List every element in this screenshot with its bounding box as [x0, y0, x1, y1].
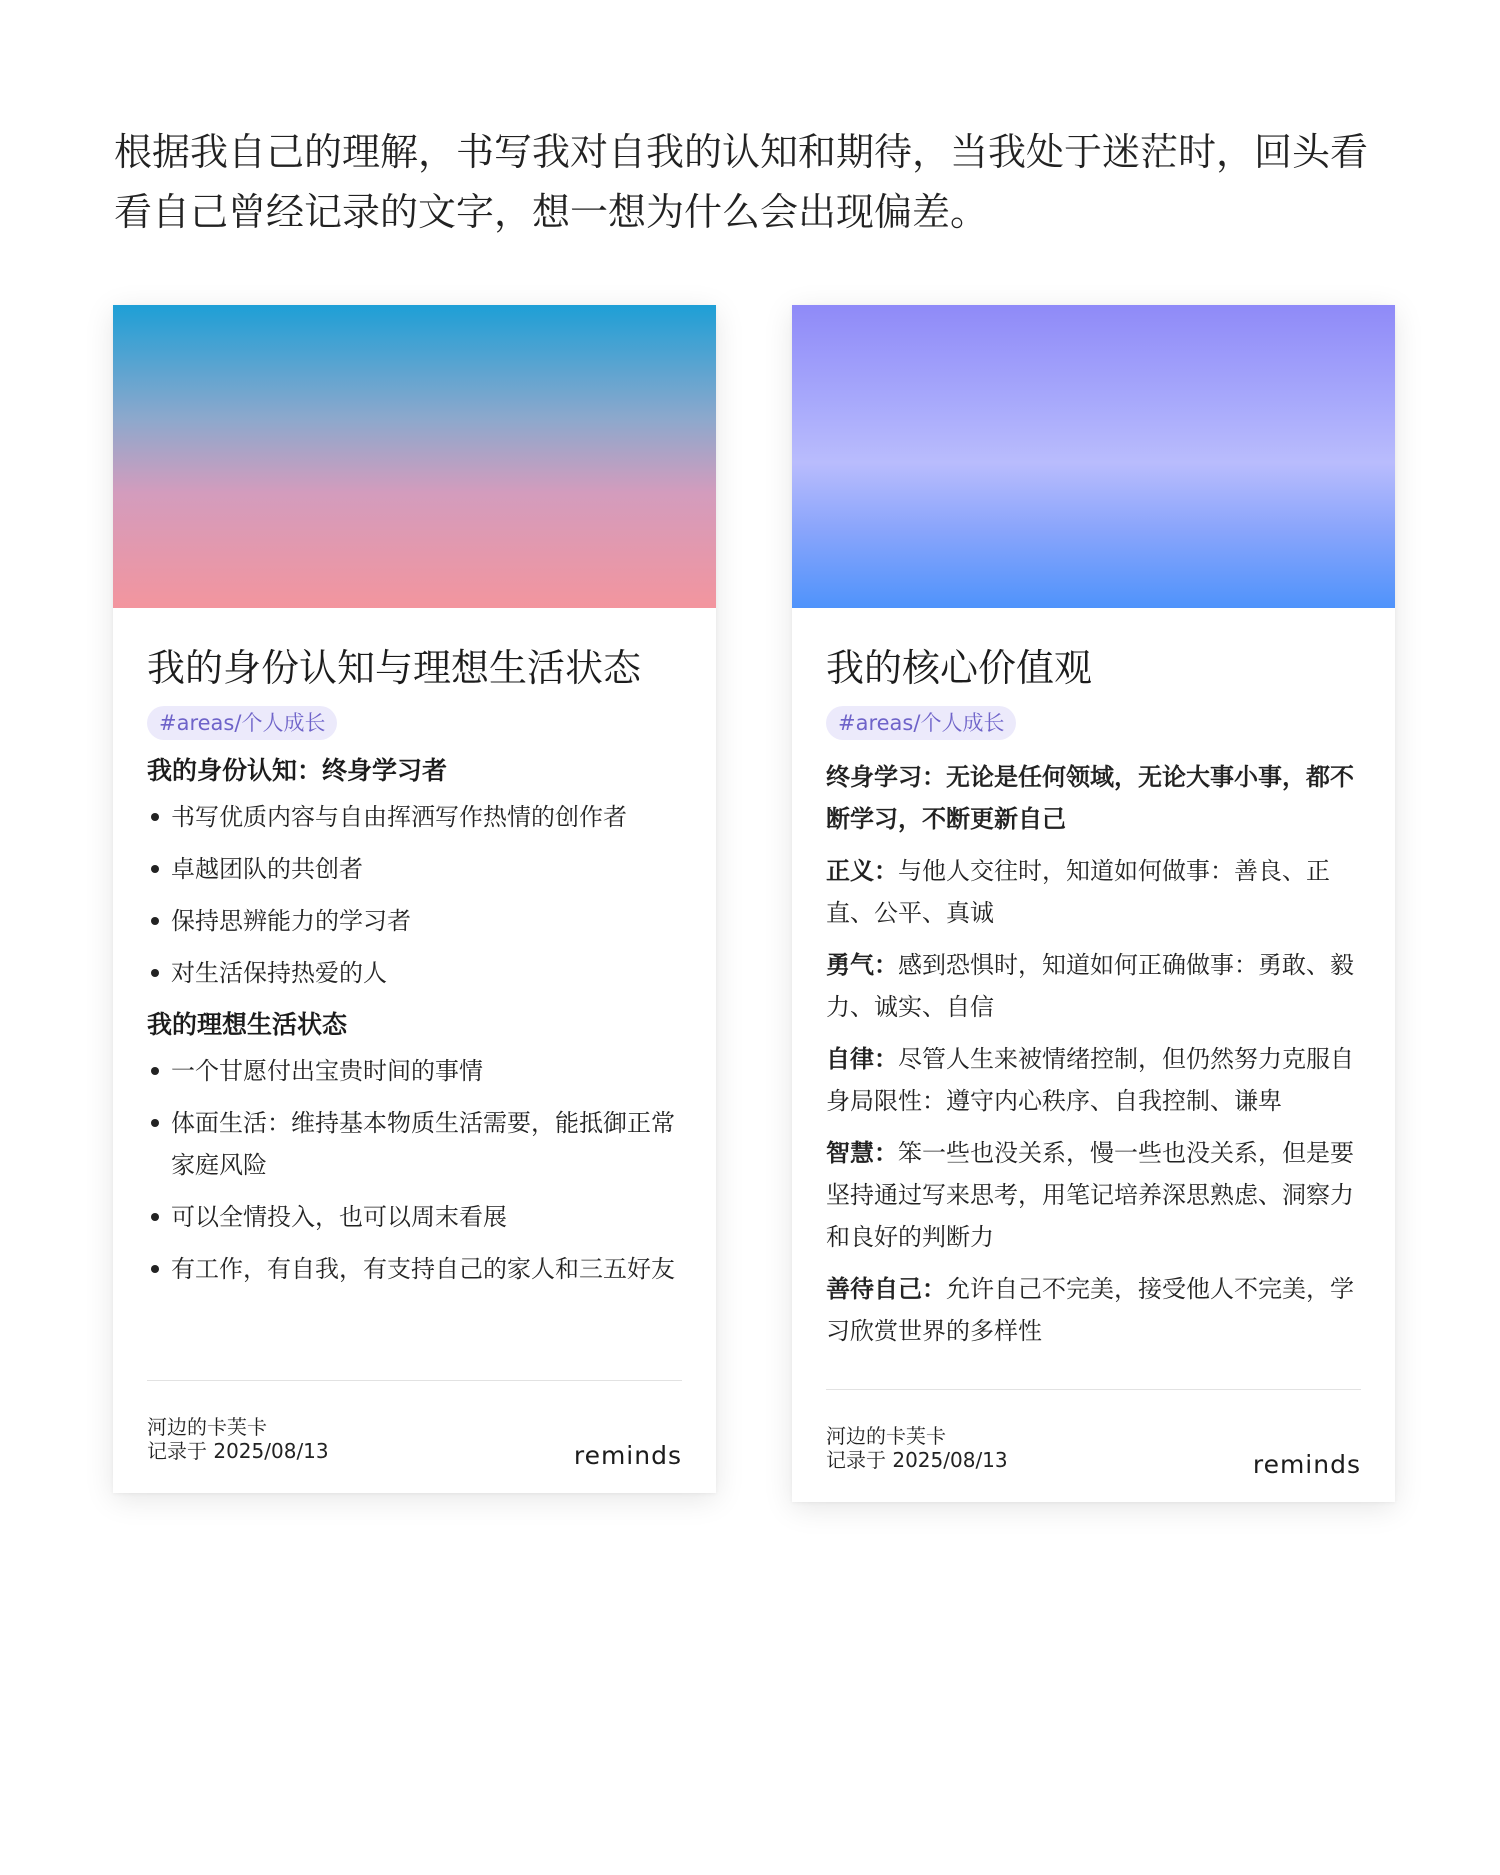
- note-card-values[interactable]: [792, 305, 1395, 1502]
- list-item: [147, 1102, 682, 1186]
- list-item-text: 一个甘愿付出宝贵时间的事情: [171, 1057, 483, 1085]
- value-label: 正义：: [826, 857, 898, 885]
- bullet-icon: [151, 865, 159, 873]
- list-item-text: 有工作，有自我，有支持自己的家人和三五好友: [171, 1255, 675, 1283]
- ideal-life-list: [147, 1050, 682, 1290]
- value-text: 允许自己不完美，接受他人不完美，学习欣赏世界的多样性: [826, 1275, 1354, 1345]
- list-item-text: 可以全情投入，也可以周末看展: [171, 1203, 507, 1231]
- list-item: [147, 952, 682, 994]
- section-heading: 我的身份认知：终身学习者: [147, 756, 448, 785]
- value-text: 笨一些也没关系，慢一些也没关系，但是要坚持通过写来思考，用笔记培养深思熟虑、洞察力和良好的判断力: [826, 1139, 1354, 1251]
- section-heading: 我的理想生活状态: [147, 1010, 348, 1039]
- card-title: 我的核心价值观: [826, 646, 1093, 690]
- value-label: 善待自己：: [826, 1275, 946, 1303]
- intro-line-1: 根据我自己的理解，书写我对自我的认知和期待，当我处于迷茫时，回头看: [114, 130, 1369, 174]
- value-text: 无论是任何领域，无论大事小事，都不断学习，不断更新自己: [826, 763, 1354, 833]
- card-body: [792, 644, 1395, 1352]
- record-date: 记录于 2025/08/13: [826, 1448, 1008, 1472]
- value-item: [826, 1268, 1361, 1352]
- list-item: [147, 796, 682, 838]
- card-footer: [147, 1380, 682, 1493]
- list-item-text: 卓越团队的共创者: [171, 855, 363, 883]
- intro-line-2: 看自己曾经记录的文字，想一想为什么会出现偏差。: [114, 190, 989, 234]
- identity-list: [147, 796, 682, 994]
- value-label: 智慧：: [826, 1139, 898, 1167]
- list-item-text: 对生活保持热爱的人: [171, 959, 387, 987]
- bullet-icon: [151, 1265, 159, 1273]
- author-meta: [826, 1424, 1008, 1472]
- card-title: 我的身份认知与理想生活状态: [147, 646, 642, 690]
- value-item: [826, 850, 1361, 934]
- card-cover-gradient: [113, 305, 716, 608]
- value-item: [826, 1132, 1361, 1258]
- list-item: [147, 848, 682, 890]
- bullet-icon: [151, 1119, 159, 1127]
- record-date: 记录于 2025/08/13: [147, 1439, 329, 1463]
- value-text: 与他人交往时，知道如何做事：善良、正直、公平、真诚: [826, 857, 1330, 927]
- list-item: [147, 1050, 682, 1092]
- list-item-text: 书写优质内容与自由挥洒写作热情的创作者: [171, 803, 627, 831]
- value-text: 感到恐惧时，知道如何正确做事：勇敢、毅力、诚实、自信: [826, 951, 1354, 1021]
- list-item: [147, 900, 682, 942]
- author-name: 河边的卡芙卡: [826, 1424, 946, 1448]
- value-label: 终身学习：: [826, 763, 946, 791]
- intro-text: [114, 122, 1404, 242]
- value-item: [826, 944, 1361, 1028]
- list-item-text: 保持思辨能力的学习者: [171, 907, 411, 935]
- author-name: 河边的卡芙卡: [147, 1415, 267, 1439]
- list-item-text: 体面生活：维持基本物质生活需要，能抵御正常家庭风险: [171, 1109, 675, 1179]
- value-item: [826, 756, 1361, 840]
- value-label: 勇气：: [826, 951, 898, 979]
- card-tag[interactable]: #areas/个人成长: [147, 706, 337, 740]
- note-card-identity[interactable]: [113, 305, 716, 1493]
- value-label: 自律：: [826, 1045, 898, 1073]
- card-tag[interactable]: #areas/个人成长: [826, 706, 1016, 740]
- bullet-icon: [151, 1213, 159, 1221]
- bullet-icon: [151, 813, 159, 821]
- author-meta: [147, 1415, 329, 1463]
- card-cover-gradient: [792, 305, 1395, 608]
- bullet-icon: [151, 917, 159, 925]
- value-text: 尽管人生来被情绪控制，但仍然努力克服自身局限性：遵守内心秩序、自我控制、谦卑: [826, 1045, 1354, 1115]
- value-item: [826, 1038, 1361, 1122]
- list-item: [147, 1196, 682, 1238]
- card-body: [113, 644, 716, 1290]
- card-footer: [826, 1389, 1361, 1502]
- list-item: [147, 1248, 682, 1290]
- bullet-icon: [151, 1067, 159, 1075]
- brand-logo: reminds: [573, 1441, 682, 1470]
- brand-logo: reminds: [1252, 1450, 1361, 1479]
- values-list: [826, 756, 1361, 1352]
- bullet-icon: [151, 969, 159, 977]
